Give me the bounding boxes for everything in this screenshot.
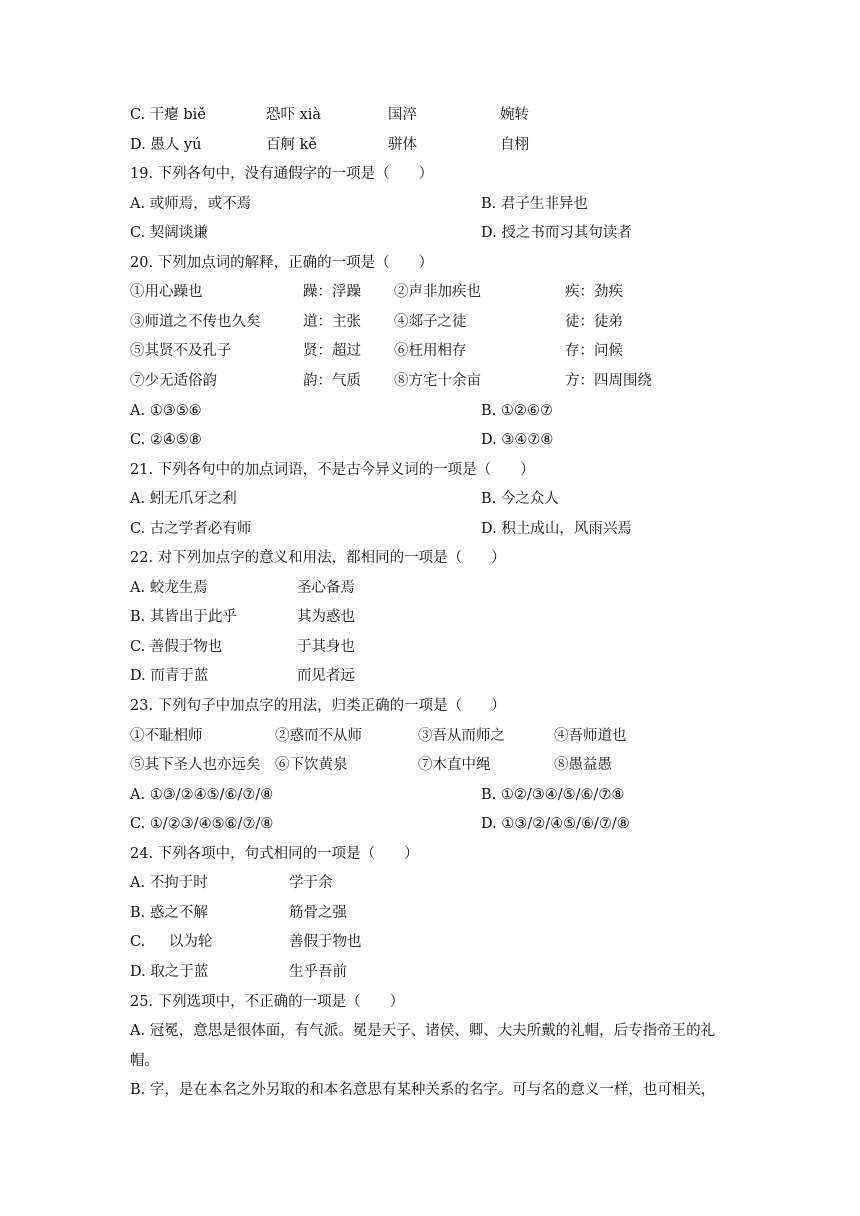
question-line	[0, 100, 860, 130]
option-text: 而见者远	[297, 668, 355, 685]
option-text: ④吾师道也	[554, 727, 627, 744]
option-text: C. ①/②③/④⑤⑥/⑦/⑧	[130, 816, 274, 833]
question-line	[0, 927, 860, 957]
option-text: 圣心备焉	[297, 579, 355, 596]
question-line	[0, 425, 860, 455]
option-text: C. 古之学者必有师	[130, 520, 252, 537]
option-text: 百舸 kě	[266, 136, 317, 153]
question-line	[0, 366, 860, 396]
option-text: B. ①②⑥⑦	[481, 402, 553, 419]
option-text: D. 而青于蓝	[130, 668, 209, 685]
option-text: ⑧方宅十余亩	[394, 372, 481, 389]
option-text: 国淬	[388, 107, 417, 123]
question-line	[0, 632, 860, 662]
option-text: D. ③④⑦⑧	[481, 432, 554, 449]
question-stem: 24. 下列各项中，句式相同的一项是（ ）	[130, 845, 419, 862]
option-text: ⑥枉用相存	[394, 343, 467, 360]
option-text: C. ②④⑤⑧	[130, 432, 202, 449]
option-text: C. 以为轮	[130, 934, 213, 951]
option-text: C. 善假于物也	[130, 638, 223, 655]
question-line	[0, 987, 860, 1017]
option-text: 筋骨之强	[289, 904, 347, 921]
option-text: A. 不拘于时	[130, 875, 208, 892]
option-text: ④郯子之徒	[394, 313, 467, 330]
question-line	[0, 957, 860, 987]
option-text: 贤：超过	[303, 343, 361, 360]
option-text: ③吾从而师之	[418, 727, 505, 744]
option-text: 疾：劲疾	[565, 284, 623, 301]
option-text: ⑦木直中绳	[418, 757, 491, 774]
question-line	[0, 336, 860, 366]
option-text: ⑤其下圣人也亦远矣	[130, 757, 261, 774]
option-text: B. ①②/③④/⑤/⑥/⑦⑧	[481, 786, 625, 803]
option-text: 骈体	[388, 136, 417, 153]
question-line	[0, 189, 860, 219]
option-text: D. 愚人 yú	[130, 136, 202, 153]
option-paragraph: B. 字，是在本名之外另取的和本名意思有某种关系的名字。可与名的意义一样，也可相关，	[130, 1082, 716, 1099]
option-text: 道：主张	[303, 313, 361, 330]
question-stem: 21. 下列各句中的加点词语，不是古今异义词的一项是（ ）	[130, 461, 535, 478]
option-text: D. ①③/②/④⑤/⑥/⑦/⑧	[481, 816, 630, 833]
question-line	[0, 307, 860, 337]
option-text: A. 或师焉，或不焉	[130, 195, 252, 212]
option-text: A. ①③/②④⑤/⑥/⑦/⑧	[130, 786, 274, 803]
option-text: 善假于物也	[289, 934, 362, 951]
question-line	[0, 514, 860, 544]
option-text: 学于余	[289, 875, 333, 892]
option-text: C. 干瘪 biě	[130, 107, 206, 123]
question-stem: 19. 下列各句中，没有通假字的一项是（ ）	[130, 166, 434, 183]
option-text: 婉转	[500, 107, 529, 123]
question-line	[0, 455, 860, 485]
option-text: ①不耻相师	[130, 727, 203, 744]
option-text: ①用心躁也	[130, 284, 203, 301]
question-stem: 20. 下列加点词的解释，正确的一项是（ ）	[130, 254, 434, 271]
option-text: B. 今之众人	[481, 491, 559, 508]
option-text: B. 惑之不解	[130, 904, 208, 921]
question-line	[0, 750, 860, 780]
option-text: ②惑而不从师	[275, 727, 362, 744]
option-text: 徒：徒弟	[565, 313, 623, 330]
option-text: ③师道之不传也久矣	[130, 313, 261, 330]
question-stem: 23. 下列句子中加点字的用法，归类正确的一项是（ ）	[130, 698, 506, 714]
question-line	[0, 898, 860, 928]
option-paragraph: A. 冠冕，意思是很体面，有气派。冕是天子、诸侯、卿、大夫所戴的礼帽，后专指帝王的礼帽。	[130, 1023, 716, 1070]
option-text: ⑧愚益愚	[554, 757, 612, 774]
question-line	[0, 661, 860, 691]
option-text: 躁：浮躁	[303, 284, 361, 301]
question-line	[0, 780, 860, 810]
option-text: A. 蛟龙生焉	[130, 579, 208, 596]
option-text: B. 君子生非异也	[481, 195, 588, 212]
option-text: 其为惑也	[297, 609, 355, 626]
option-text: ⑥下饮黄泉	[275, 757, 348, 774]
option-text: 恐吓 xià	[266, 107, 322, 123]
question-line	[0, 721, 860, 751]
question-stem: 22. 对下列加点字的意义和用法，都相同的一项是（ ）	[130, 550, 506, 567]
option-text: 韵：气质	[303, 372, 361, 389]
option-text: C. 契阔谈谦	[130, 225, 208, 242]
question-line	[0, 159, 860, 189]
option-text: 自栩	[500, 136, 529, 153]
option-text: ⑦少无适俗韵	[130, 372, 217, 389]
option-text: 生乎吾前	[289, 963, 347, 980]
question-line	[0, 868, 860, 898]
question-line	[0, 130, 860, 160]
option-text: A. 蚓无爪牙之利	[130, 491, 237, 508]
question-line	[0, 543, 860, 573]
question-line	[0, 691, 860, 721]
option-text: 方：四周围绕	[565, 372, 652, 389]
question-stem: 25. 下列选项中，不正确的一项是（ ）	[130, 993, 405, 1010]
question-line	[0, 809, 860, 839]
option-text: A. ①③⑤⑥	[130, 402, 202, 419]
option-text: 于其身也	[297, 638, 355, 655]
question-line	[0, 484, 860, 514]
option-text: D. 授之书而习其句读者	[481, 225, 632, 242]
question-line	[0, 248, 860, 278]
question-line	[0, 218, 860, 248]
option-text: D. 积土成山，风雨兴焉	[481, 520, 632, 537]
option-text: ⑤其贤不及孔子	[130, 343, 232, 360]
question-line	[0, 277, 860, 307]
option-text: 存：问候	[565, 343, 623, 360]
option-text: ②声非加疾也	[394, 284, 481, 301]
question-line	[0, 602, 860, 632]
question-line	[0, 573, 860, 603]
option-text: B. 其皆出于此乎	[130, 609, 237, 626]
question-line	[0, 396, 860, 426]
question-line	[0, 839, 860, 869]
option-text: D. 取之于蓝	[130, 963, 209, 980]
